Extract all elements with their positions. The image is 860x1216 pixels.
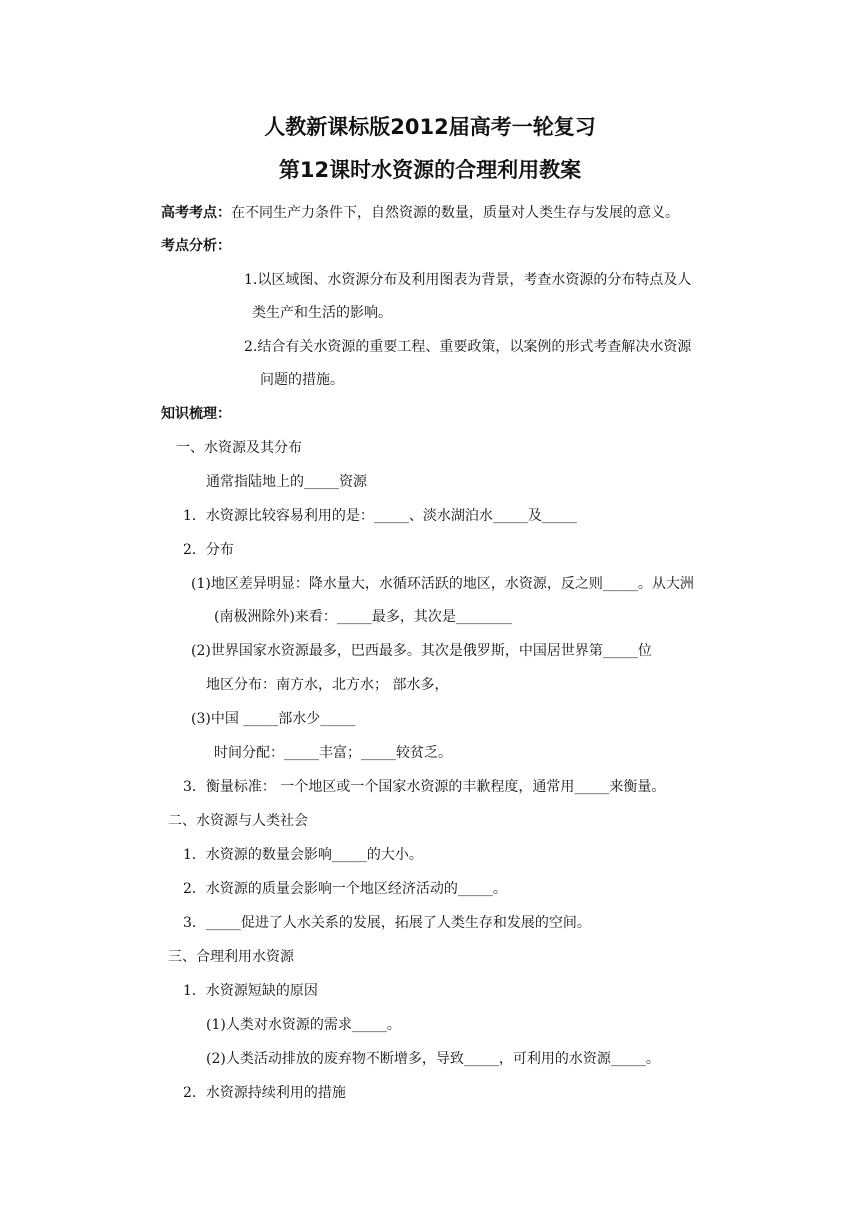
subsection-heading: 1．水资源短缺的原因	[183, 983, 318, 999]
section-heading: 三、合理利用水资源	[168, 949, 294, 965]
fill-blank-line: 地区分布：南方水，北方水； 部水多，	[206, 677, 449, 693]
fill-blank-line: (1)地区差异明显：降水量大，水循环活跃的地区，水资源，反之则_____。从大洲	[191, 576, 694, 592]
subsection-heading: 2．水资源持续利用的措施	[183, 1085, 346, 1101]
fill-blank-line: 2．水资源的质量会影响一个地区经济活动的_____。	[183, 881, 507, 897]
fill-blank-line: 1．水资源比较容易利用的是：_____、淡水湖泊水_____及_____	[183, 508, 577, 524]
fill-blank-line: (南极洲除外)来看：_____最多，其次是________	[214, 609, 512, 625]
fill-blank-line: 1．水资源的数量会影响_____的大小。	[183, 847, 423, 863]
analysis-item: 问题的措施。	[260, 372, 344, 388]
fill-blank-line: (2)人类活动排放的废弃物不断增多，导致_____，可利用的水资源_____。	[206, 1051, 660, 1067]
subsection-heading: 2．分布	[183, 542, 234, 558]
fill-blank-line: (3)中国 _____部水少_____	[191, 711, 356, 727]
fill-blank-line: 3．衡量标准： 一个地区或一个国家水资源的丰歉程度，通常用_____来衡量。	[183, 779, 666, 795]
analysis-item: 1.以区域图、水资源分布及利用图表为背景，考查水资源的分布特点及人	[244, 272, 692, 288]
exam-point-label: 高考考点：	[161, 205, 231, 221]
analysis-label: 考点分析：	[161, 238, 231, 254]
section-heading: 二、水资源与人类社会	[168, 813, 308, 829]
fill-blank-line: 通常指陆地上的_____资源	[206, 474, 367, 490]
analysis-item: 类生产和生活的影响。	[252, 305, 392, 321]
document-title: 人教新课标版2012届高考一轮复习	[264, 115, 596, 139]
exam-point-line	[161, 203, 679, 223]
knowledge-label: 知识梳理：	[161, 406, 231, 422]
exam-point-text: 在不同生产力条件下，自然资源的数量，质量对人类生存与发展的意义。	[231, 205, 679, 221]
fill-blank-line: (2)世界国家水资源最多，巴西最多。其次是俄罗斯，中国居世界第_____位	[191, 643, 652, 659]
fill-blank-line: 时间分配：_____丰富；_____较贫乏。	[214, 745, 452, 761]
fill-blank-line: 3．_____促进了人水关系的发展，拓展了人类生存和发展的空间。	[183, 915, 591, 931]
document-subtitle: 第12课时水资源的合理利用教案	[278, 158, 582, 182]
analysis-item: 2.结合有关水资源的重要工程、重要政策，以案例的形式考查解决水资源	[244, 339, 692, 355]
fill-blank-line: (1)人类对水资源的需求_____。	[206, 1017, 401, 1033]
section-heading: 一、水资源及其分布	[176, 440, 302, 456]
